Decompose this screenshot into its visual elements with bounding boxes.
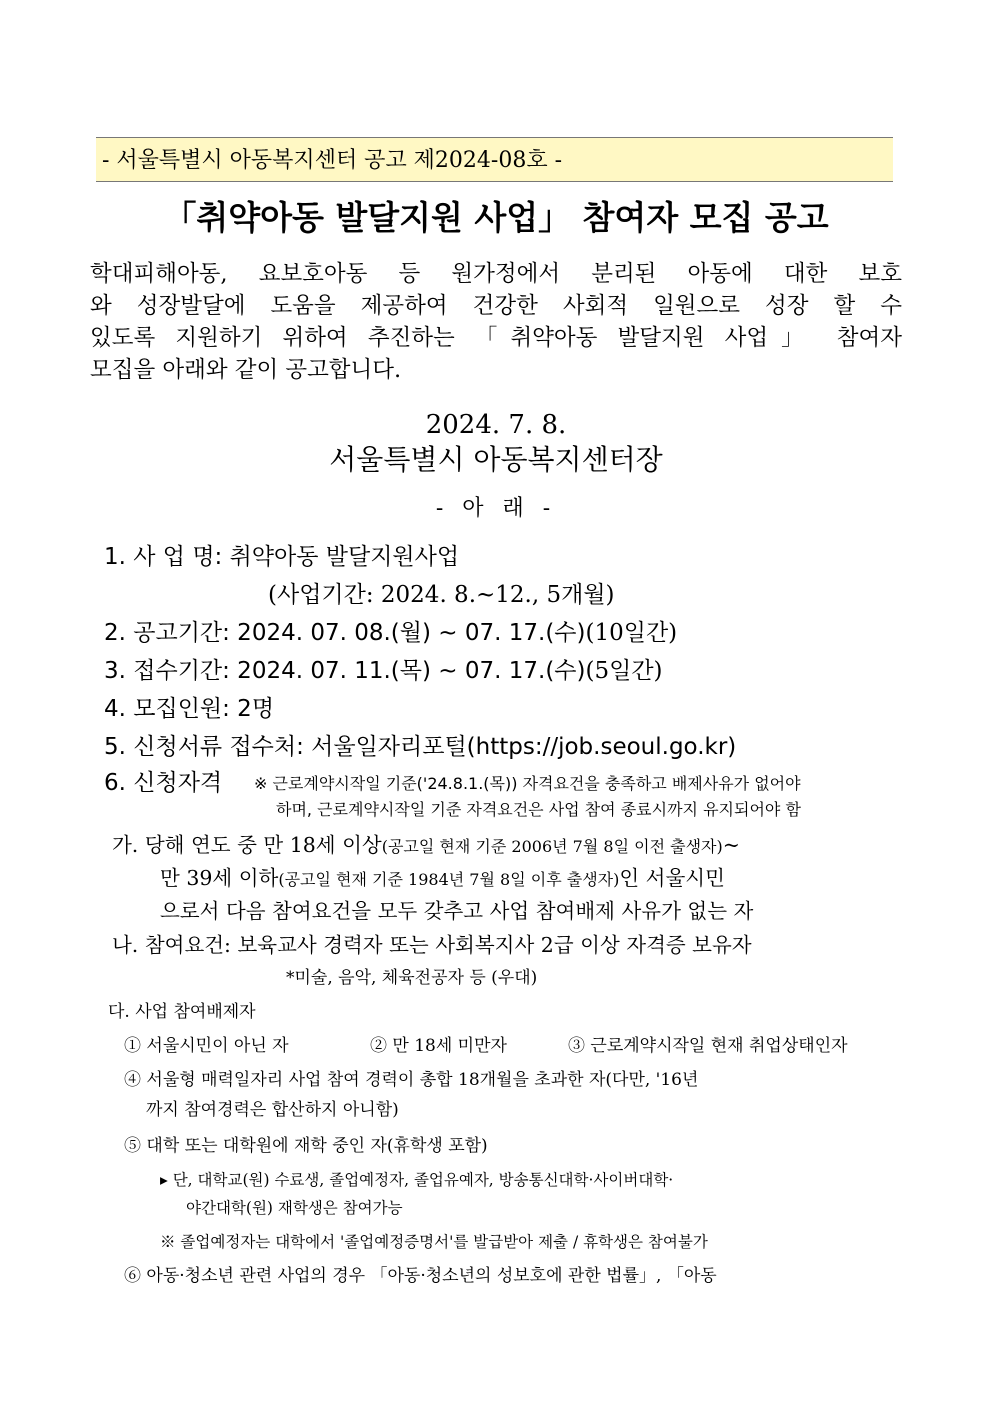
exclusion-item-cont: 까지 참여경력은 합산하지 아니함) [146, 1100, 399, 1120]
notice-number-bar [96, 137, 893, 182]
exclusion-item: ② 만 18세 미만자 [370, 1036, 507, 1056]
ga-line [112, 830, 740, 862]
exclusion-item: ⑤ 대학 또는 대학원에 재학 중인 자(휴학생 포함) [124, 1136, 488, 1156]
receive-period-text: 3. 접수기간: 2024. 07. 11.(목) ~ 07. 17.(수) [104, 658, 586, 684]
intro-line: 학대피해아동, 요보호아동 등 원가정에서 분리된 아동에 대한 보호 [90, 261, 902, 287]
item-project-period: (사업기간: 2024. 8.~12., 5개월) [268, 582, 615, 608]
announce-period-text: 2. 공고기간: 2024. 07. 08.(월) ~ 07. 17.(수) [104, 620, 586, 646]
ga-line1-main: 가. 당해 연도 중 만 18세 이상 [112, 833, 382, 857]
intro-line: 와 성장발달에 도움을 제공하여 건강한 사회적 일원으로 성장 할 수 [90, 293, 902, 319]
announce-days: (10일간) [585, 620, 678, 646]
exclusion-item: ③ 근로계약시작일 현재 취업상태인자 [568, 1036, 848, 1056]
ga-line2-main: 만 39세 이하 [160, 866, 279, 890]
announcement-date: 2024. 7. 8. [425, 410, 567, 440]
ga-line: 으로서 다음 참여요건을 모두 갖추고 사업 참여배제 사유가 없는 자 [160, 899, 754, 923]
na-line: 나. 참여요건: 보육교사 경력자 또는 사회복지사 2급 이상 자격증 보유자 [112, 933, 752, 957]
notice-number: - 서울특별시 아동복지센터 공고 제2024-08호 - [102, 148, 563, 173]
ga-line2-end: 인 서울시민 [619, 866, 725, 890]
na-preference: *미술, 음악, 체육전공자 등 (우대) [286, 968, 538, 988]
exclusion-item: ⑥ 아동·청소년 관련 사업의 경우 「아동·청소년의 성보호에 관한 법률」, 「아동 [124, 1266, 717, 1286]
exclusion-subitem-cont: 야간대학(원) 재학생은 참여가능 [186, 1199, 403, 1217]
receive-days: (5일간) [585, 658, 663, 684]
exclusion-item: ① 서울시민이 아닌 자 [124, 1036, 289, 1056]
item-project-name: 1. 사 업 명: 취약아동 발달지원사업 [104, 544, 460, 570]
qualification-note-line: ※ 근로계약시작일 기준('24.8.1.(목)) 자격요건을 충족하고 배제사유가 없어야 [254, 774, 801, 793]
item-recruit-count: 4. 모집인원: 2명 [104, 696, 275, 722]
below-label: - 아 래 - [435, 496, 557, 521]
item-receive-period [104, 654, 663, 688]
qualification-note-line: 하며, 근로계약시작일 기준 자격요건은 사업 참여 종료시까지 유지되어야 함 [276, 800, 801, 819]
item-submission-place: 5. 신청서류 접수처: 서울일자리포털(https://job.seoul.go.kr) [104, 734, 737, 760]
intro-line: 모집을 아래와 같이 공고합니다. [90, 357, 402, 383]
exclusion-item: ④ 서울형 매력일자리 사업 참여 경력이 총합 18개월을 초과한 자(다만, '16년 [124, 1070, 699, 1090]
exclusion-note: ※ 졸업예정자는 대학에서 '졸업예정증명서'를 발급받아 제출 / 휴학생은 참여불가 [160, 1233, 708, 1251]
item-qualification-label: 6. 신청자격 [104, 770, 223, 796]
intro-line: 있도록 지원하기 위하여 추진하는 「취약아동 발달지원 사업」 참여자 [90, 325, 902, 351]
ga-line1-small: (공고일 현재 기준 2006년 7월 8일 이전 출생자) [381, 837, 723, 856]
exclusion-subitem: ▸ 단, 대학교(원) 수료생, 졸업예정자, 졸업유예자, 방송통신대학·사이버대학· [160, 1171, 674, 1189]
issuer-name: 서울특별시 아동복지센터장 [329, 443, 663, 476]
intro-paragraph [90, 258, 902, 386]
ga-line1-end: ~ [722, 833, 740, 857]
ga-line2-small: (공고일 현재 기준 1984년 7월 8일 이후 출생자) [278, 870, 620, 889]
da-heading: 다. 사업 참여배제자 [108, 1002, 256, 1022]
page-title: 「취약아동 발달지원 사업」 참여자 모집 공고 [163, 198, 829, 237]
ga-line [160, 863, 725, 895]
item-announce-period [104, 616, 677, 650]
